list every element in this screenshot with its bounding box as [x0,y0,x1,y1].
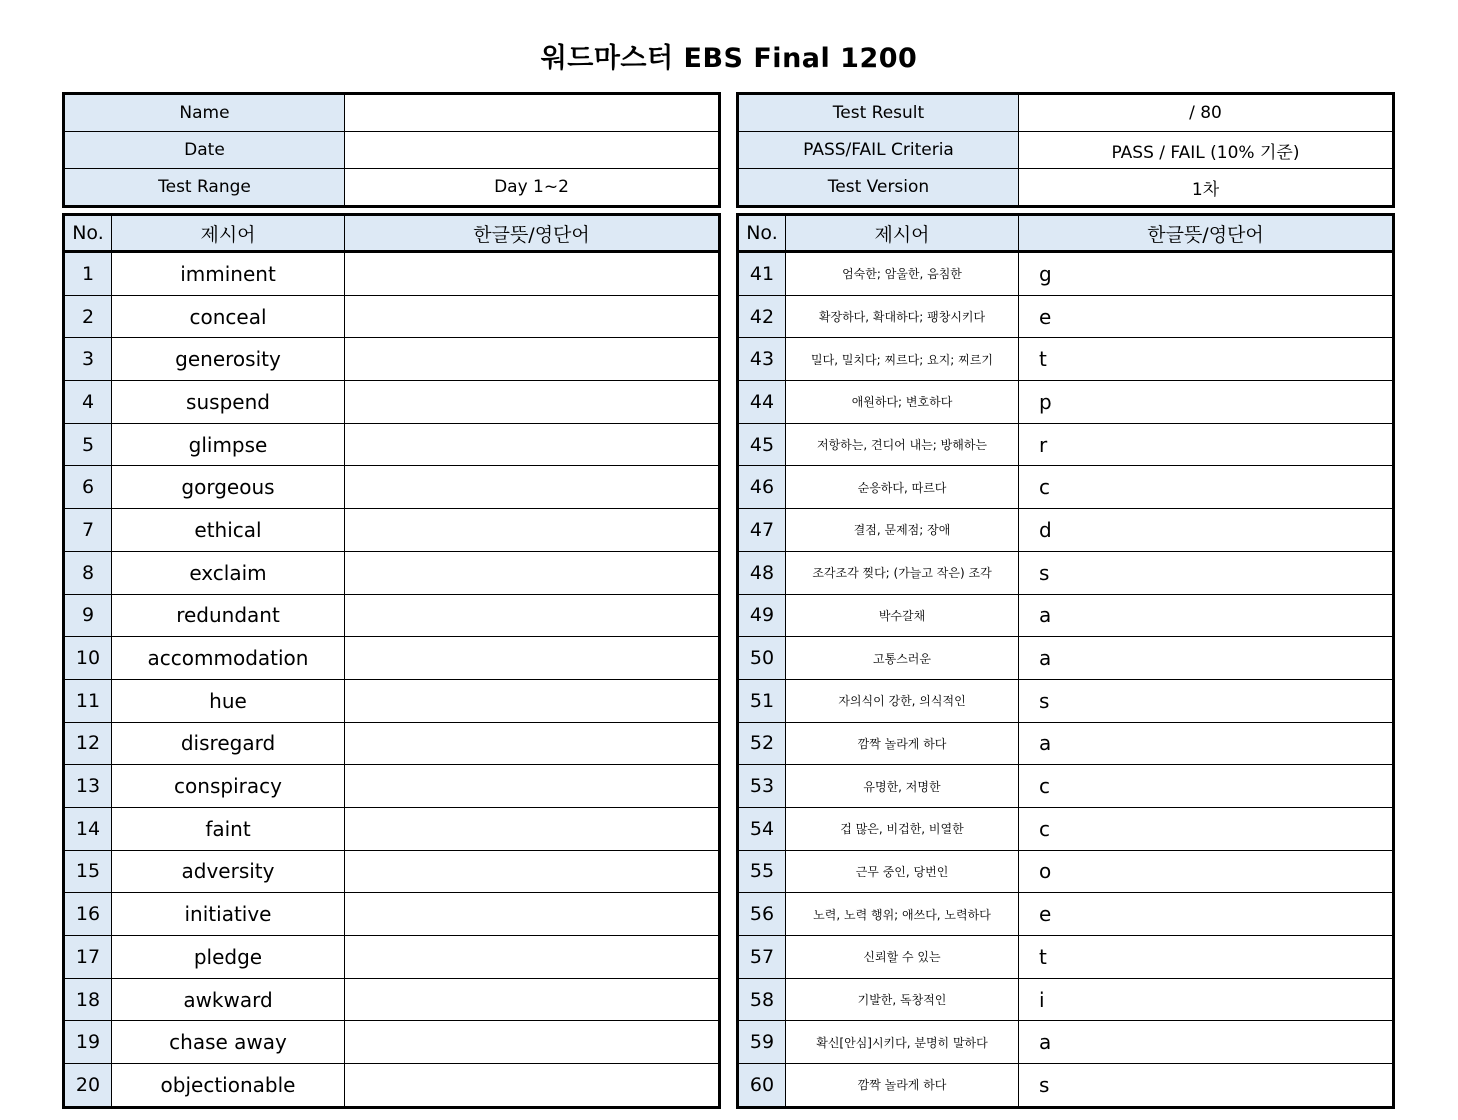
answer-field-with-hint-letter[interactable]: e [1019,893,1394,936]
answer-field-with-hint-letter[interactable]: s [1019,679,1394,722]
question-number: 12 [64,722,112,765]
question-row [64,679,720,722]
answer-field[interactable] [345,722,720,765]
answer-field[interactable] [345,594,720,637]
quiz-table-left [62,213,721,1109]
prompt-word: suspend [112,381,345,424]
question-number: 9 [64,594,112,637]
prompt-word: imminent [112,252,345,296]
answer-field-with-hint-letter[interactable]: c [1019,807,1394,850]
question-row [64,466,720,509]
answer-field-with-hint-letter[interactable]: c [1019,466,1394,509]
question-row [738,893,1394,936]
answer-field-with-hint-letter[interactable]: g [1019,252,1394,296]
criteria-value: PASS / FAIL (10% 기준) [1019,132,1394,169]
test-result-label: Test Result [738,94,1019,132]
question-number: 54 [738,807,786,850]
question-number: 15 [64,850,112,893]
student-info-table [62,92,721,208]
prompt-meaning: 근무 중인, 당번인 [786,850,1019,893]
test-result-value[interactable]: / 80 [1019,94,1394,132]
answer-field[interactable] [345,509,720,552]
prompt-word: hue [112,679,345,722]
prompt-word: accommodation [112,637,345,680]
question-row [64,765,720,808]
question-number: 3 [64,338,112,381]
prompt-meaning: 애원하다; 변호하다 [786,381,1019,424]
answer-field[interactable] [345,893,720,936]
question-row [738,594,1394,637]
question-number: 7 [64,509,112,552]
question-number: 51 [738,679,786,722]
test-version-row [738,169,1394,207]
question-row [64,338,720,381]
answer-field[interactable] [345,679,720,722]
date-row [64,132,720,169]
question-row [738,252,1394,296]
question-row [64,1064,720,1108]
question-row [738,551,1394,594]
question-number: 2 [64,295,112,338]
question-number: 50 [738,637,786,680]
answer-field-with-hint-letter[interactable]: i [1019,978,1394,1021]
answer-field-with-hint-letter[interactable]: a [1019,1021,1394,1064]
question-number: 59 [738,1021,786,1064]
answer-field[interactable] [345,295,720,338]
prompt-word: glimpse [112,423,345,466]
question-number: 48 [738,551,786,594]
question-number: 47 [738,509,786,552]
answer-field[interactable] [345,1064,720,1108]
answer-field-with-hint-letter[interactable]: p [1019,381,1394,424]
prompt-word: initiative [112,893,345,936]
question-row [738,381,1394,424]
prompt-word: redundant [112,594,345,637]
answer-field[interactable] [345,850,720,893]
date-field[interactable] [345,132,720,169]
test-range-label: Test Range [64,169,345,207]
question-row [64,381,720,424]
answer-field-with-hint-letter[interactable]: o [1019,850,1394,893]
prompt-meaning: 저항하는, 견디어 내는; 방해하는 [786,423,1019,466]
answer-field-with-hint-letter[interactable]: a [1019,722,1394,765]
question-row [64,295,720,338]
prompt-meaning: 밀다, 밀치다; 찌르다; 요지; 찌르기 [786,338,1019,381]
quiz-header-row [64,215,720,252]
prompt-meaning: 깜짝 놀라게 하다 [786,1064,1019,1108]
prompt-word: faint [112,807,345,850]
question-row [738,936,1394,979]
test-info-table [736,92,1395,208]
column-header-answer: 한글뜻/영단어 [1019,215,1394,252]
column-header-no: No. [738,215,786,252]
question-row [64,722,720,765]
prompt-word: pledge [112,936,345,979]
answer-field-with-hint-letter[interactable]: t [1019,936,1394,979]
question-row [64,1021,720,1064]
question-row [64,551,720,594]
date-label: Date [64,132,345,169]
prompt-word: conspiracy [112,765,345,808]
prompt-meaning: 기발한, 독창적인 [786,978,1019,1021]
question-number: 53 [738,765,786,808]
question-number: 60 [738,1064,786,1108]
test-result-row [738,94,1394,132]
answer-field-with-hint-letter[interactable]: a [1019,594,1394,637]
question-row [64,252,720,296]
test-range-value: Day 1~2 [345,169,720,207]
answer-field[interactable] [345,423,720,466]
question-number: 1 [64,252,112,296]
criteria-row [738,132,1394,169]
question-row [738,509,1394,552]
page-title: 워드마스터 EBS Final 1200 [540,43,918,74]
question-number: 46 [738,466,786,509]
question-number: 14 [64,807,112,850]
answer-field[interactable] [345,765,720,808]
question-number: 6 [64,466,112,509]
prompt-meaning: 확신[안심]시키다, 분명히 말하다 [786,1021,1019,1064]
question-number: 52 [738,722,786,765]
question-row [738,807,1394,850]
answer-field[interactable] [345,466,720,509]
answer-field-with-hint-letter[interactable]: d [1019,509,1394,552]
question-number: 45 [738,423,786,466]
question-number: 13 [64,765,112,808]
answer-field[interactable] [345,936,720,979]
answer-field[interactable] [345,381,720,424]
question-number: 43 [738,338,786,381]
prompt-meaning: 박수갈채 [786,594,1019,637]
prompt-word: conceal [112,295,345,338]
prompt-meaning: 노력, 노력 행위; 애쓰다, 노력하다 [786,893,1019,936]
question-number: 58 [738,978,786,1021]
prompt-word: disregard [112,722,345,765]
prompt-word: adversity [112,850,345,893]
answer-field[interactable] [345,978,720,1021]
answer-field-with-hint-letter[interactable]: c [1019,765,1394,808]
prompt-word: gorgeous [112,466,345,509]
question-number: 44 [738,381,786,424]
question-row [64,807,720,850]
answer-field[interactable] [345,637,720,680]
question-number: 42 [738,295,786,338]
answer-field-with-hint-letter[interactable]: r [1019,423,1394,466]
prompt-word: generosity [112,338,345,381]
answer-field[interactable] [345,338,720,381]
question-row [738,1064,1394,1108]
answer-field-with-hint-letter[interactable]: t [1019,338,1394,381]
answer-field-with-hint-letter[interactable]: e [1019,295,1394,338]
prompt-meaning: 유명한, 저명한 [786,765,1019,808]
prompt-meaning: 조각조각 찢다; (가늘고 작은) 조각 [786,551,1019,594]
question-row [738,765,1394,808]
test-range-row [64,169,720,207]
question-row [64,594,720,637]
question-number: 41 [738,252,786,296]
prompt-word: chase away [112,1021,345,1064]
answer-field[interactable] [345,807,720,850]
answer-field[interactable] [345,551,720,594]
prompt-meaning: 겁 많은, 비겁한, 비열한 [786,807,1019,850]
question-number: 10 [64,637,112,680]
prompt-word: awkward [112,978,345,1021]
answer-field-with-hint-letter[interactable]: s [1019,1064,1394,1108]
prompt-meaning: 자의식이 강한, 의식적인 [786,679,1019,722]
prompt-meaning: 고통스러운 [786,637,1019,680]
prompt-meaning: 확장하다, 확대하다; 팽창시키다 [786,295,1019,338]
prompt-meaning: 신뢰할 수 있는 [786,936,1019,979]
question-row [738,423,1394,466]
answer-field-with-hint-letter[interactable]: a [1019,637,1394,680]
question-row [64,637,720,680]
prompt-meaning: 엄숙한; 암울한, 음침한 [786,252,1019,296]
answer-field[interactable] [345,252,720,296]
prompt-word: exclaim [112,551,345,594]
quiz-table-right [736,213,1395,1109]
column-header-prompt: 제시어 [112,215,345,252]
prompt-word: objectionable [112,1064,345,1108]
question-row [64,509,720,552]
question-number: 19 [64,1021,112,1064]
question-row [64,978,720,1021]
question-number: 20 [64,1064,112,1108]
quiz-header-row [738,215,1394,252]
question-number: 11 [64,679,112,722]
question-row [738,978,1394,1021]
question-row [738,295,1394,338]
question-number: 18 [64,978,112,1021]
question-row [64,936,720,979]
prompt-word: ethical [112,509,345,552]
question-number: 4 [64,381,112,424]
name-field[interactable] [345,94,720,132]
criteria-label: PASS/FAIL Criteria [738,132,1019,169]
prompt-meaning: 결점, 문제점; 장애 [786,509,1019,552]
question-row [738,1021,1394,1064]
prompt-meaning: 순응하다, 따르다 [786,466,1019,509]
question-row [738,637,1394,680]
column-header-no: No. [64,215,112,252]
question-row [738,466,1394,509]
question-row [64,850,720,893]
question-row [738,679,1394,722]
question-number: 8 [64,551,112,594]
column-header-prompt: 제시어 [786,215,1019,252]
question-number: 56 [738,893,786,936]
question-row [738,338,1394,381]
test-version-label: Test Version [738,169,1019,207]
name-label: Name [64,94,345,132]
prompt-meaning: 깜짝 놀라게 하다 [786,722,1019,765]
column-header-answer: 한글뜻/영단어 [345,215,720,252]
question-row [738,722,1394,765]
answer-field[interactable] [345,1021,720,1064]
question-number: 16 [64,893,112,936]
question-row [64,893,720,936]
question-row [738,850,1394,893]
answer-field-with-hint-letter[interactable]: s [1019,551,1394,594]
question-number: 49 [738,594,786,637]
name-row [64,94,720,132]
question-row [64,423,720,466]
question-number: 17 [64,936,112,979]
question-number: 57 [738,936,786,979]
question-number: 55 [738,850,786,893]
question-number: 5 [64,423,112,466]
test-version-value: 1차 [1019,169,1394,207]
